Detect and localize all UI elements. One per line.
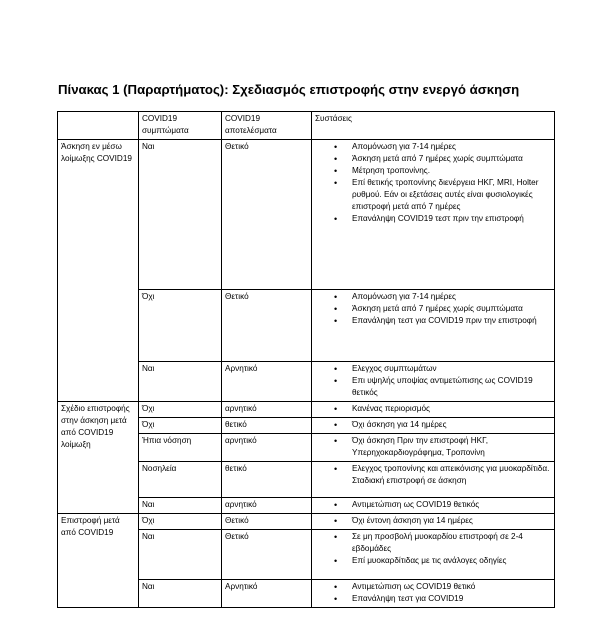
recommendations-cell (312, 514, 555, 530)
recommendations-list (315, 463, 552, 487)
page-title: Πίνακας 1 (Παραρτήματος): Σχεδιασμός επιστροφής στην ενεργό άσκηση (58, 82, 520, 97)
header-empty (58, 112, 139, 140)
recommendations-cell (312, 402, 555, 418)
symptoms-cell: Όχι (139, 402, 222, 418)
recommendation-item: • Αντιμετώπιση ως COVID19 θετικό (352, 581, 552, 593)
result-cell: Θετικό (222, 530, 312, 580)
recommendation-item: • Άσκηση μετά από 7 ημέρες χωρίς συμπτώματα (352, 153, 552, 165)
recommendation-item: • Απομόνωση για 7-14 ημέρες (352, 141, 552, 153)
recommendation-item: • Επανάληψη COVID19 τεστ πριν την επιστροφή (352, 213, 552, 225)
recommendation-item: • Όχι άσκηση Πριν την επιστροφή ΗΚΓ, Υπερηχοκαρδιογράφημα, Τροπονίνη (352, 435, 552, 459)
recommendations-list (315, 515, 552, 527)
symptoms-cell: Όχι (139, 514, 222, 530)
result-cell: Θετικό (222, 290, 312, 362)
symptoms-cell: Όχι (139, 290, 222, 362)
recommendations-list (315, 363, 552, 399)
recommendations-cell (312, 290, 555, 362)
recommendations-cell (312, 462, 555, 498)
recommendation-item: • Μέτρηση τροπονίνης. (352, 165, 552, 177)
result-cell: θετικό (222, 462, 312, 498)
header-results: COVID19 αποτελέσματα (222, 112, 312, 140)
recommendations-cell (312, 362, 555, 402)
symptoms-cell: Ναι (139, 498, 222, 514)
symptoms-cell: Ναι (139, 140, 222, 290)
recommendations-list (315, 419, 552, 431)
symptoms-cell: Ήπια νόσηση (139, 434, 222, 462)
table-row (58, 402, 555, 418)
recommendations-list (315, 499, 552, 511)
result-cell: Αρνητικό (222, 580, 312, 608)
recommendations-cell (312, 140, 555, 290)
result-cell: Θετικό (222, 140, 312, 290)
recommendation-item: • Επί μυοκαρδίτιδας με τις ανάλογες οδηγίες (352, 555, 552, 567)
table-body (58, 140, 555, 608)
header-symptoms: COVID19 συμπτώματα (139, 112, 222, 140)
result-cell: αρνητικό (222, 434, 312, 462)
symptoms-cell: Ναι (139, 530, 222, 580)
recommendation-item: • Επι υψηλής υποψίας αντιμετώπισης ως COVID19 θετικός (352, 375, 552, 399)
recommendations-list (315, 141, 552, 225)
symptoms-cell: Ναι (139, 362, 222, 402)
symptoms-cell: Όχι (139, 418, 222, 434)
result-cell: Αρνητικό (222, 362, 312, 402)
table-row (58, 140, 555, 290)
result-cell: αρνητικό (222, 402, 312, 418)
recommendations-cell (312, 418, 555, 434)
recommendation-item: • Όχι έντονη άσκηση για 14 ημέρες (352, 515, 552, 527)
recommendations-cell (312, 530, 555, 580)
symptoms-cell: Ναι (139, 580, 222, 608)
recommendation-item: • Επί θετικής τροπονίνης διενέργεια ΗΚΓ, MRI, Holter ρυθμού. Εάν οι εξετάσεις αυτές είναι φυσιολογικές επιστροφή μετά από 7 ημέρες (352, 177, 552, 213)
recommendation-item: • Απομόνωση για 7-14 ημέρες (352, 291, 552, 303)
table-header-row (58, 112, 555, 140)
recommendation-item: • Κανένας περιορισμός (352, 403, 552, 415)
recommendations-cell (312, 580, 555, 608)
recommendations-list (315, 531, 552, 567)
recommendations-list (315, 403, 552, 415)
recommendation-item: • Άσκηση μετά από 7 ημέρες χωρίς συμπτώματα (352, 303, 552, 315)
result-cell: Θετικό (222, 514, 312, 530)
recommendations-list (315, 581, 552, 605)
return-to-exercise-table (57, 111, 555, 608)
recommendation-item: • Επανάληψη τεστ για COVID19 (352, 593, 552, 605)
recommendation-item: • Ελεγχος τροπονίνης και απεικόνισης για μυοκαρδίτιδα. Σταδιακή επιστροφή σε άσκηση (352, 463, 552, 487)
header-recommendations: Συστάσεις (312, 112, 555, 140)
recommendation-item: • Επανάληψη τεστ για COVID19 πριν την επιστροφή (352, 315, 552, 327)
recommendation-item: • Ελεγχος συμπτωμάτων (352, 363, 552, 375)
result-cell: αρνητικό (222, 498, 312, 514)
symptoms-cell: Νοσηλεία (139, 462, 222, 498)
recommendation-item: • Όχι άσκηση για 14 ημέρες (352, 419, 552, 431)
recommendations-cell (312, 434, 555, 462)
table-row (58, 514, 555, 530)
recommendations-list (315, 291, 552, 327)
recommendation-item: • Σε μη προσβολή μυοκαρδίου επιστροφή σε 2-4 εβδομάδες (352, 531, 552, 555)
section-name: Επιστροφή μετά από COVID19 (58, 514, 139, 608)
recommendations-list (315, 435, 552, 459)
recommendation-item: • Αντιμετώπιση ως COVID19 θετικός (352, 499, 552, 511)
recommendations-cell (312, 498, 555, 514)
section-name: Σχέδιο επιστροφής στην άσκηση μετά από COVID19 λοίμωξη (58, 402, 139, 514)
result-cell: θετικό (222, 418, 312, 434)
section-name: Άσκηση εν μέσω λοίμωξης COVID19 (58, 140, 139, 402)
